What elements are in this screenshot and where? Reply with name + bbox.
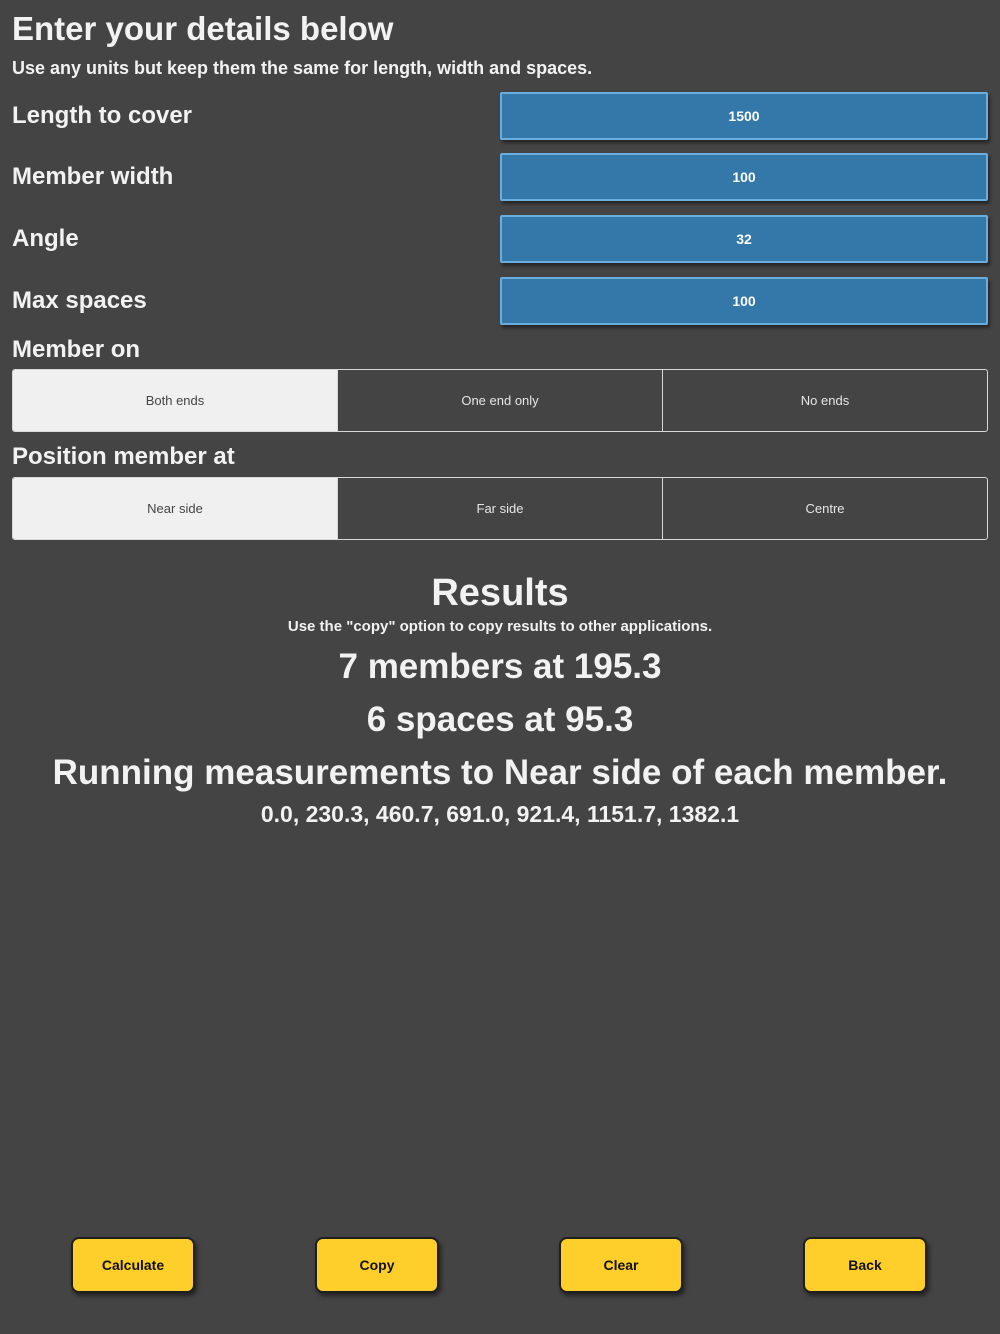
results-note: Use the "copy" option to copy results to other applications. [287,618,713,635]
calculate-button[interactable]: Calculate [71,1237,195,1293]
segment-both-ends[interactable]: Both ends [13,370,338,431]
spaces-result: 6 spaces at 95.3 [366,700,634,739]
member-width-label: Member width [12,163,174,190]
results-title: Results [431,572,569,614]
angle-field-row [12,215,988,263]
max-spaces-field-row [12,277,988,325]
clear-button[interactable]: Clear [559,1237,683,1293]
members-result: 7 members at 195.3 [338,647,662,686]
position-member-segmented-control [12,477,988,540]
width-field-row [12,153,988,201]
member-on-label: Member on [12,336,141,363]
page-subtitle: Use any units but keep them the same for length, width and spaces. [12,58,593,78]
segment-far-side[interactable]: Far side [338,478,663,539]
segment-centre[interactable]: Centre [805,501,845,516]
length-input[interactable] [500,92,988,140]
length-label: Length to cover [12,102,193,129]
length-field-row [12,92,988,140]
copy-button[interactable]: Copy [315,1237,439,1293]
member-on-segmented-control [12,369,988,432]
running-measurements-values: 0.0, 230.3, 460.7, 691.0, 921.4, 1151.7, 1382.1 [260,801,740,827]
max-spaces-label: Max spaces [12,287,147,314]
member-width-input[interactable] [500,153,988,201]
segment-near-side[interactable]: Near side [13,478,338,539]
position-member-label: Position member at [12,443,235,470]
max-spaces-input[interactable] [500,277,988,325]
angle-label: Angle [12,225,79,252]
page-title: Enter your details below [12,10,394,47]
back-button[interactable]: Back [803,1237,927,1293]
segment-one-end-only[interactable]: One end only [338,370,663,431]
segment-no-ends[interactable]: No ends [800,393,850,408]
running-measurements-heading: Running measurements to Near side of each member. [52,753,948,792]
angle-input[interactable] [500,215,988,263]
